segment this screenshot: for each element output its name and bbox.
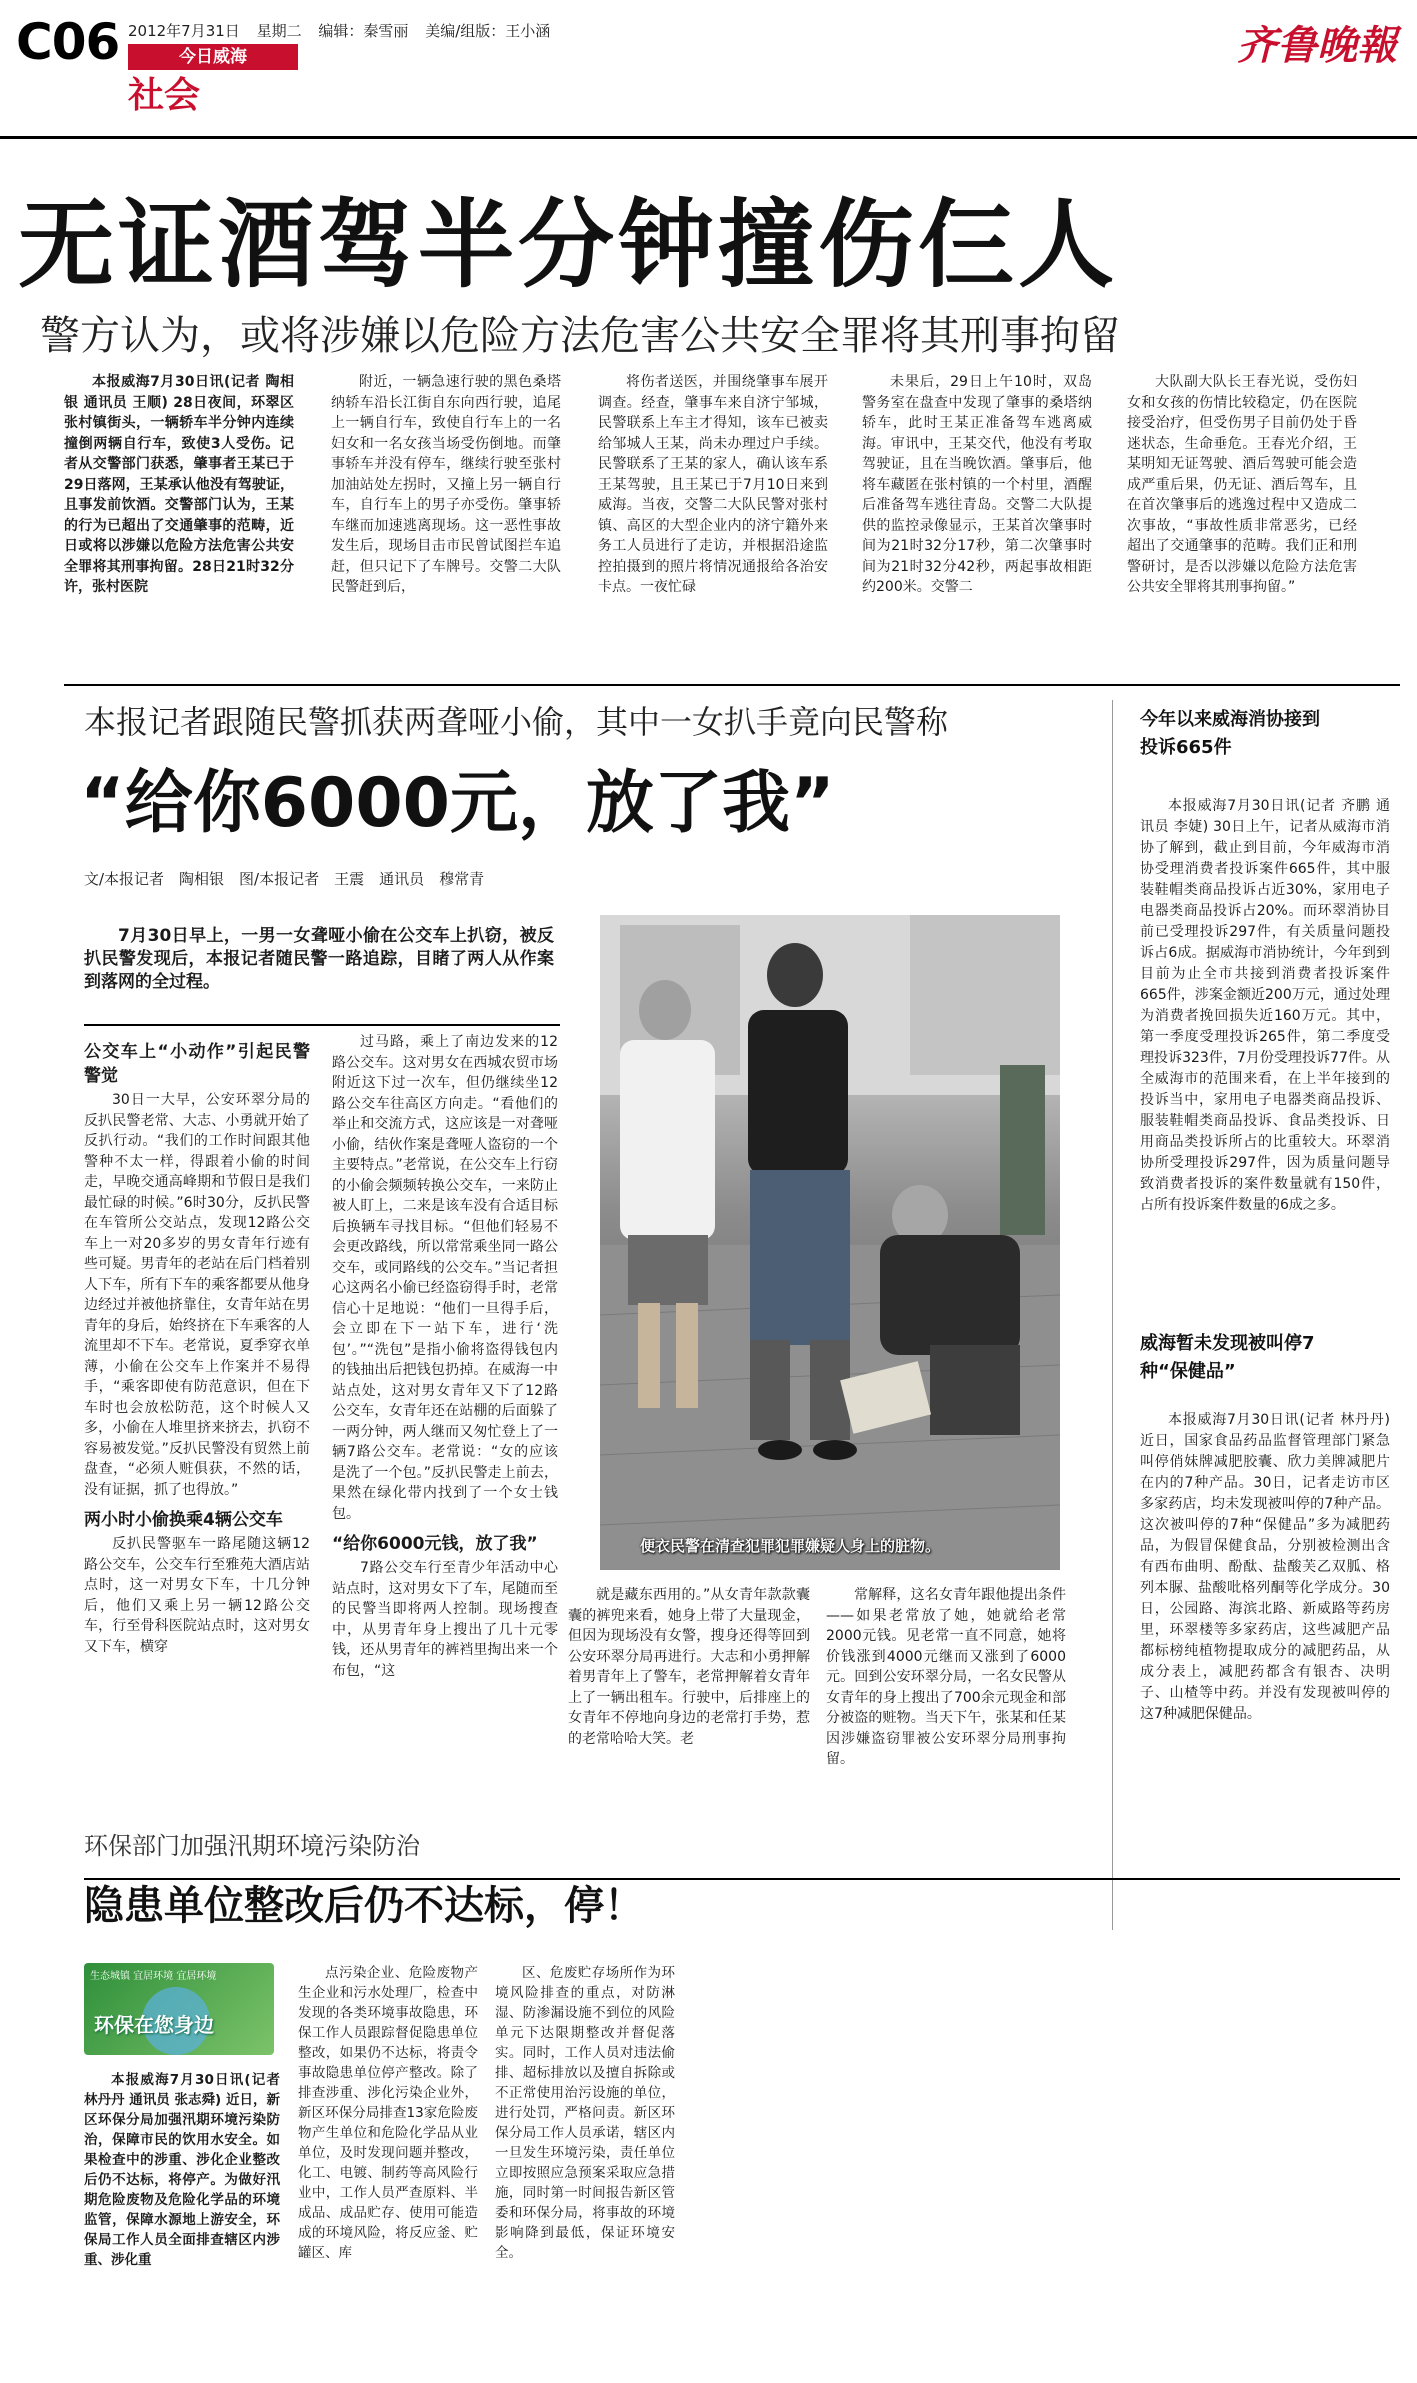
story2-byline: 文/本报记者 陶相银 图/本报记者 王震 通讯员 穆常青 (84, 870, 485, 888)
story1-bottom-rule (64, 684, 1400, 686)
story2-photo (600, 915, 1060, 1570)
story2-sub1: 公交车上“小动作”引起民警警觉 (84, 1042, 310, 1086)
section-name: 社会 (128, 75, 201, 116)
story2-lead-rule (84, 1024, 560, 1026)
editor-credit: 编辑：秦雪丽 (318, 22, 409, 40)
story2-sub2: 两小时小偷换乘4辆公交车 (84, 1510, 283, 1530)
badge-slogan: 生态城镇 宜居环境 宜居环境 (90, 1971, 217, 1982)
story3-col3: 区、危废贮存场所作为环境风险排查的重点，对防淋湿、防渗漏设施不到位的风险单元下达限期整改并督促落实。同时，工作人员对违法偷排、超标排放以及擅自拆除或不正常使用治污设施的单位，进行处罚，严格问责。新区环保分局工作人员承诺，辖区内一旦发生环境污染，责任单位立即按照应急预案采取应急措施，同时第一时间报告新区管委和环保分局，将事故的环境影响降到最低，保证环境安全。 (495, 1965, 675, 2261)
side2-body: 本报威海7月30日讯(记者 林丹丹) 近日，国家食品药品监督管理部门紧急叫停俏妹牌减肥胶囊、欣力美牌减肥片在内的7种产品。30日，记者走访市区多家药店，均未发现被叫停的7种产品。这次被叫停的7种“保健品”多为减肥药品，为假冒保健食品，分别被检测出含有西布曲明、酚酞、盐酸芙乙双胍、格列本脲、盐酸吡格列酮等化学成分。30日，公园路、海滨北路、新威路等药房里，环翠楼等多家药店，这些减肥产品都标榜纯植物提取成分的减肥药品，从成分表上，减肥药都含有银杏、决明子、山楂等中药。并没有发现被叫停的这7种减肥保健品。 (1140, 1412, 1390, 1722)
designer-credit: 美编/组版：王小涵 (425, 22, 551, 40)
story2-col2: 过马路，乘上了南边发来的12路公交车。这对男女在西城农贸市场附近这下过一次车，但仍继续坐12路公交车往高区方向走。“看他们的举止和交流方式，这应该是一对聋哑小偷，结伙作案是聋哑人盗窃的一个主要特点。”老常说，在公交车上行窃的小偷会频频转换公交车，一来防止被人盯上，二来是该车没有合适目标后换辆车寻找目标。“但他们轻易不会更改路线，所以常常乘坐同一路公交车，或同路线的公交车。”当记者担心这两名小偷已经盗窃得手时，老常信心十足地说：“他们一旦得手后，会立即在下一站下车，进行‘洗包’。”“洗包”是指小偷将盗得钱包内的钱抽出后把钱包扔掉。在威海一中站点处，这对男女青年又下了12路公交车，女青年还在站棚的后面躲了一两分钟，两人继而又匆忙登上了一辆7路公交车。老常说：“女的应该是洗了一个包。”反扒民警走上前去，果然在绿化带内找到了一个女士钱包。 “给你6000元钱，放了我” 7路公交车行至青少年活动中心站点时，这对男女下了车，尾随而至的民警当即将两人控制。现场搜查中，从男青年身上搜出了几十元零钱，还从男青年的裤裆里掏出来一个布包，“这 (332, 1034, 558, 1679)
photo-caption: 便衣民警在清查犯罪犯罪嫌疑人身上的脏物。 (640, 1537, 941, 1555)
story3-kicker: 环保部门加强汛期环境污染防治 (84, 1828, 984, 1864)
badge-title: 环保在您身边 (94, 2013, 214, 2037)
story1-col1: 本报威海7月30日讯(记者 陶相银 通讯员 王顺) 28日夜间，环翠区张村镇街头，一辆轿车半分钟内连续撞倒两辆自行车，致使3人受伤。记者从交警部门获悉，肇事者王某已于29日落网，王某承认他没有驾驶证，且事发前饮酒。交警部门认为，王某的行为已超出了交通肇事的范畴，近日或将以涉嫌以危险方法危害公共安全罪将其刑事拘留。28日21时32分许，张村医院 (64, 374, 294, 595)
issue-date: 2012年7月31日 (128, 22, 240, 40)
sidebar-divider (1112, 700, 1113, 1930)
story2-sub3: “给你6000元钱，放了我” (332, 1534, 538, 1554)
story3-col2: 点污染企业、危险废物产生企业和污水处理厂，检查中发现的各类环境事故隐患，环保工作人员跟踪督促隐患单位整改，如果仍不达标，将责令事故隐患单位停产整改。除了排查涉重、涉化污染企业外，新区环保分局排查13家危险废物产生单位和危险化学品从业单位，及时发现问题并整改，化工、电镀、制药等高风险行业中，工作人员严查原料、半成品、成品贮存、使用可能造成的环境风险，将反应釜、贮罐区、库 (298, 1965, 478, 2261)
paper-logo: 齐鲁晚報 (1237, 22, 1397, 69)
story1-col2: 附近，一辆急速行驶的黑色桑塔纳轿车沿长江街自东向西行驶，追尾上一辆自行车，致使自行车上的一名妇女和一名女孩当场受伤倒地。而肇事轿车并没有停车，继续行驶至张村加油站处左拐时，又撞上另一辆自行车，自行车上的男子亦受伤。肇事轿车继而加速逃离现场。这一恶性事故发生后，现场目击市民曾试图拦车追赶，但只记下了车牌号。交警二大队民警赶到后， (331, 374, 561, 595)
story2-col4: 常解释，这名女青年跟他提出条件——如果老常放了她，她就给老常2000元钱。见老常一直不同意，她将价钱涨到4000元继而又涨到了6000元。回到公安环翠分局，一名女民警从女青年的身上搜出了700余元现金和部分被盗的赃物。当天下午，张某和任某因涉嫌盗窃罪被公安环翠分局刑事拘留。 (826, 1587, 1066, 1767)
story3-badge (84, 1963, 274, 2055)
story1-col5: 大队副大队长王春光说，受伤妇女和女孩的伤情比较稳定，仍在医院接受治疗，但受伤男子目前仍处于昏迷状态，生命垂危。王春光介绍，王某明知无证驾驶、酒后驾驶可能会造成严重后果，仍无证、酒后驾车，且在首次肇事后的逃逸过程中又造成二次事故，“事故性质非常恶劣，已经超出了交通肇事的范畴。我们正和刑警研讨，是否以涉嫌以危险方法危害公共安全罪将其刑事拘留。” (1127, 374, 1357, 595)
photo-illustration (600, 915, 1060, 1570)
issue-weekday: 星期二 (256, 22, 302, 40)
section-tag: 今日威海 (128, 44, 298, 70)
story1-col4: 未果后，29日上午10时，双岛警务室在盘查中发现了肇事的桑塔纳轿车，此时王某正准备驾车逃离威海。审讯中，王某交代，他没有考取驾驶证，且在当晚饮酒。肇事后，他将车藏匿在张村镇的一个村里，酒醒后准备驾车逃往青岛。交警二大队提供的监控录像显示，王某首次肇事时间为21时32分17秒，第二次肇事时间为21时32分42秒，两起事故相距约200米。交警二 (862, 374, 1092, 595)
story2-headline: “给你6000元，放了我” (80, 764, 835, 843)
story2-col1: 公交车上“小动作”引起民警警觉 30日一大早，公安环翠分局的反扒民警老常、大志、小勇就开始了反扒行动。“我们的工作时间跟其他警种不太一样，得跟着小偷的时间走，早晚交通高峰期和节假日是我们最忙碌的时候。”6时30分，反扒民警在车管所公交站点，发现12路公交车上一对20多岁的男女青年行迹有些可疑。男青年的老站在后门档着别人下车，所有下车的乘客都要从他身边经过并被他挤靠住，女青年站在男青年的身后，始终挤在下车乘客的人流里却不下车。老常说，夏季穿衣单薄，小偷在公交车上作案并不易得手，“乘客即使有防范意识，但在下车时也会放松防范，这个时候人又多，小偷在人堆里挤来挤去，扒窃不容易被发觉。”反扒民警没有贸然上前盘查，“必须人赃俱获，不然的话，没有证据，抓了也得放。” 两小时小偷换乘4辆公交车 反扒民警驱车一路尾随这辆12路公交车，公交车行至雅苑大酒店站点时，这一对男女下车，十几分钟后，他们又乘上另一辆12路公交车，行至骨科医院站点时，这对男女又下车，横穿 (84, 1042, 310, 1655)
side1-body: 本报威海7月30日讯(记者 齐鹏 通讯员 李婕) 30日上午，记者从威海市消协了解到，截止到目前，今年威海市消协受理消费者投诉案件665件，其中服装鞋帽类商品投诉占近30%，家用电子电器类商品投诉占20%。而环翠消协目前已受理投诉297件，有关质量问题投诉占6成。据威海市消协统计，今年到到目前为止全市共接到消费者投诉案件665件，涉案金额近200万元，通过处理为消费者挽回损失近160万元。其中，第一季度受理投诉265件，第二季度受理投诉323件，7月份受理投诉77件。从全威海市的范围来看，在上半年接到的投诉当中，家用电子电器类商品投诉、服装鞋帽类商品投诉、食品类投诉、日用商品类投诉所占的比重较大。环翠消协所受理投诉297件，因为质量问题导致消费者投诉的案件数量就有150件，占所有投诉案件数量的6成之多。 (1140, 798, 1390, 1213)
story2-col3: 就是藏东西用的。”从女青年款款囊囊的裤兜来看，她身上带了大量现金，但因为现场没有女警，搜身还得等回到公安环翠分局再进行。大志和小勇押解着男青年上了警车，老常押解着女青年上了一辆出租车。行驶中，后排座上的女青年不停地向身边的老常打手势，惹的老常哈哈大笑。老 (568, 1587, 810, 1747)
story3-col1: 本报威海7月30日讯(记者 林丹丹 通讯员 张志舜) 近日，新区环保分局加强汛期环境污染防治，保障市民的饮用水安全。如果检查中的涉重、涉化企业整改后仍不达标，将停产。为做好汛期危险废物及危险化学品的环境监管，保障水源地上游安全，环保局工作人员全面排查辖区内涉重、涉化重 (84, 2072, 280, 2268)
story2-kicker: 本报记者跟随民警抓获两聋哑小偷，其中一女扒手竟向民警称 (84, 703, 949, 741)
header-info (128, 20, 550, 41)
side1-headline: 今年以来威海消协接到投诉665件 (1140, 709, 1320, 758)
story1-headline: 无证酒驾半分钟撞伤仨人 (18, 189, 1118, 301)
story2-lead: 7月30日早上，一男一女聋哑小偷在公交车上扒窃，被反扒民警发现后，本报记者随民警一路追踪，目睹了两人从作案到落网的全过程。 (84, 926, 554, 992)
story1-col3: 将伤者送医，并围绕肇事车展开调查。经查，肇事车来自济宁邹城，民警联系上车主才得知，该车已被卖给邹城人王某，尚未办理过户手续。民警联系了王某的家人，确认该车系王某驾驶，且王某已于7月10日来到威海。当夜，交警二大队民警对张村镇、高区的大型企业内的济宁籍外来务工人员进行了走访，并根据沿途监控拍摄到的照片将情况通报给各治安卡点。一夜忙碌 (598, 374, 828, 595)
story3-headline: 隐患单位整改后仍不达标，停！ (84, 1883, 644, 1929)
header-rule (0, 136, 1417, 139)
page-number: C06 (16, 13, 120, 71)
story1-subhead: 警方认为，或将涉嫌以危险方法危害公共安全罪将其刑事拘留 (40, 313, 1120, 359)
side2-headline: 威海暂未发现被叫停7种“保健品” (1140, 1333, 1315, 1382)
